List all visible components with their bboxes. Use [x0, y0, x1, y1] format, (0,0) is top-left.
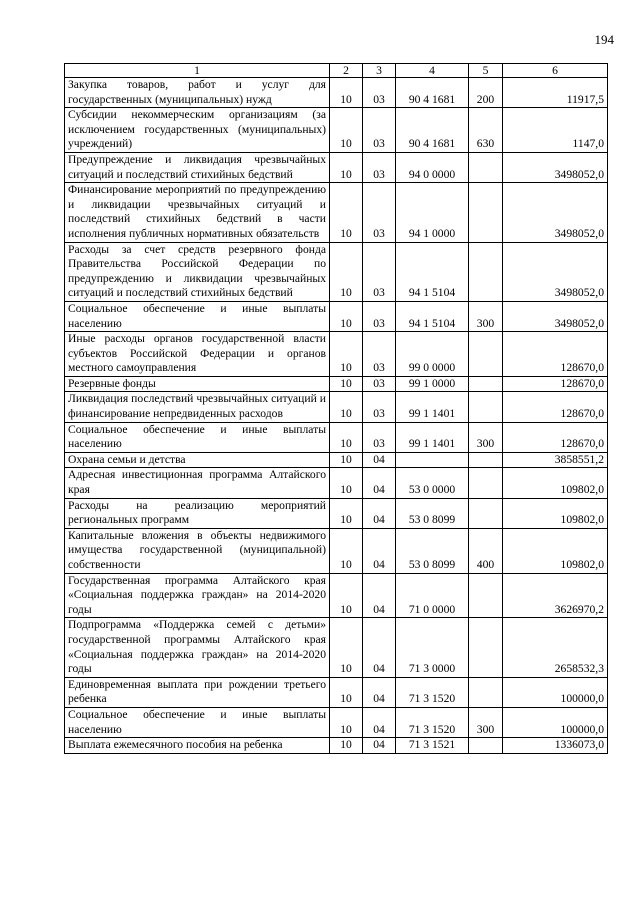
cell-amount: 1147,0 [503, 108, 608, 153]
cell-section: 10 [330, 468, 363, 498]
cell-expense-type: 300 [469, 707, 503, 737]
cell-name: Социальное обеспечение и иные выплаты населению [65, 301, 330, 331]
table-row [65, 738, 608, 754]
cell-expense-type [469, 242, 503, 301]
cell-name: Иные расходы органов государственной власти субъектов Российской Федерации и органов местного самоуправления [65, 332, 330, 377]
budget-table [64, 63, 608, 754]
cell-expense-type [469, 183, 503, 242]
cell-target-article: 53 0 8099 [396, 528, 469, 573]
cell-subsection: 03 [363, 242, 396, 301]
cell-expense-type [469, 392, 503, 422]
cell-expense-type [469, 452, 503, 468]
cell-expense-type [469, 738, 503, 754]
cell-expense-type [469, 618, 503, 677]
cell-name: Подпрограмма «Поддержка семей с детьми» государственной программы Алтайского края «Социальная поддержка граждан» на 2014-2020 годы [65, 618, 330, 677]
cell-amount: 100000,0 [503, 677, 608, 707]
cell-subsection: 03 [363, 183, 396, 242]
cell-subsection: 04 [363, 707, 396, 737]
cell-name: Резервные фонды [65, 376, 330, 392]
cell-amount: 11917,5 [503, 78, 608, 108]
header-cell-amount: 6 [503, 64, 608, 78]
cell-target-article: 53 0 8099 [396, 498, 469, 528]
cell-subsection: 03 [363, 301, 396, 331]
cell-section: 10 [330, 677, 363, 707]
cell-target-article: 94 0 0000 [396, 152, 469, 182]
cell-target-article: 71 3 1520 [396, 707, 469, 737]
cell-expense-type [469, 498, 503, 528]
cell-expense-type: 300 [469, 422, 503, 452]
table-row [65, 573, 608, 618]
cell-target-article: 99 1 1401 [396, 422, 469, 452]
cell-section: 10 [330, 376, 363, 392]
cell-amount: 3498052,0 [503, 152, 608, 182]
cell-section: 10 [330, 301, 363, 331]
cell-name: Расходы на реализацию мероприятий региональных программ [65, 498, 330, 528]
cell-subsection: 04 [363, 468, 396, 498]
cell-section: 10 [330, 332, 363, 377]
cell-name: Финансирование мероприятий по предупреждению и ликвидации чрезвычайных ситуаций и последствий стихийных бедствий в части исполнения публичных нормативных обязательств [65, 183, 330, 242]
cell-target-article: 71 3 1521 [396, 738, 469, 754]
cell-section: 10 [330, 78, 363, 108]
cell-name: Ликвидация последствий чрезвычайных ситуаций и финансирование непредвиденных расходов [65, 392, 330, 422]
cell-amount: 3498052,0 [503, 183, 608, 242]
cell-name: Выплата ежемесячного пособия на ребенка [65, 738, 330, 754]
cell-amount: 1336073,0 [503, 738, 608, 754]
cell-section: 10 [330, 618, 363, 677]
cell-subsection: 04 [363, 677, 396, 707]
cell-name: Капитальные вложения в объекты недвижимого имущества государственной (муниципальной) собственности [65, 528, 330, 573]
cell-section: 10 [330, 498, 363, 528]
cell-subsection: 03 [363, 108, 396, 153]
cell-expense-type: 300 [469, 301, 503, 331]
cell-subsection: 04 [363, 528, 396, 573]
cell-amount: 109802,0 [503, 528, 608, 573]
table-row [65, 707, 608, 737]
table-row [65, 677, 608, 707]
header-cell-target-article: 4 [396, 64, 469, 78]
cell-target-article [396, 452, 469, 468]
table-row [65, 528, 608, 573]
cell-expense-type: 400 [469, 528, 503, 573]
table-row [65, 452, 608, 468]
cell-subsection: 03 [363, 376, 396, 392]
table-row [65, 301, 608, 331]
cell-target-article: 90 4 1681 [396, 78, 469, 108]
cell-expense-type: 630 [469, 108, 503, 153]
table-row [65, 332, 608, 377]
cell-name: Социальное обеспечение и иные выплаты населению [65, 707, 330, 737]
cell-section: 10 [330, 707, 363, 737]
cell-amount: 3858551,2 [503, 452, 608, 468]
cell-amount: 3626970,2 [503, 573, 608, 618]
table-row [65, 108, 608, 153]
cell-name: Адресная инвестиционная программа Алтайского края [65, 468, 330, 498]
header-cell-expense-type: 5 [469, 64, 503, 78]
cell-target-article: 53 0 0000 [396, 468, 469, 498]
table-row [65, 392, 608, 422]
cell-section: 10 [330, 738, 363, 754]
cell-target-article: 94 1 5104 [396, 242, 469, 301]
cell-section: 10 [330, 452, 363, 468]
cell-name: Расходы за счет средств резервного фонда Правительства Российской Федерации по предупреждению и ликвидации чрезвычайных ситуаций и последствий стихийных бедствий [65, 242, 330, 301]
cell-subsection: 03 [363, 332, 396, 377]
cell-name: Государственная программа Алтайского края «Социальная поддержка граждан» на 2014-2020 годы [65, 573, 330, 618]
cell-name: Социальное обеспечение и иные выплаты населению [65, 422, 330, 452]
cell-target-article: 99 1 1401 [396, 392, 469, 422]
cell-subsection: 04 [363, 452, 396, 468]
cell-expense-type [469, 332, 503, 377]
cell-section: 10 [330, 108, 363, 153]
cell-amount: 128670,0 [503, 422, 608, 452]
cell-amount: 109802,0 [503, 498, 608, 528]
cell-amount: 128670,0 [503, 376, 608, 392]
table-row [65, 152, 608, 182]
cell-section: 10 [330, 183, 363, 242]
page-number: 194 [594, 32, 614, 47]
cell-subsection: 03 [363, 392, 396, 422]
table-row [65, 242, 608, 301]
cell-section: 10 [330, 392, 363, 422]
table-row [65, 376, 608, 392]
cell-target-article: 90 4 1681 [396, 108, 469, 153]
cell-subsection: 03 [363, 422, 396, 452]
cell-target-article: 71 0 0000 [396, 573, 469, 618]
cell-name: Охрана семьи и детства [65, 452, 330, 468]
cell-name: Закупка товаров, работ и услуг для государственных (муниципальных) нужд [65, 78, 330, 108]
cell-section: 10 [330, 573, 363, 618]
cell-target-article: 71 3 1520 [396, 677, 469, 707]
cell-subsection: 04 [363, 738, 396, 754]
cell-amount: 2658532,3 [503, 618, 608, 677]
table-row [65, 183, 608, 242]
cell-expense-type [469, 573, 503, 618]
header-cell-name: 1 [65, 64, 330, 78]
cell-expense-type [469, 152, 503, 182]
cell-amount: 109802,0 [503, 468, 608, 498]
cell-amount: 3498052,0 [503, 301, 608, 331]
cell-expense-type [469, 376, 503, 392]
cell-section: 10 [330, 152, 363, 182]
table-header-row [65, 64, 608, 78]
cell-amount: 128670,0 [503, 392, 608, 422]
cell-subsection: 03 [363, 78, 396, 108]
cell-expense-type: 200 [469, 78, 503, 108]
cell-name: Единовременная выплата при рождении третьего ребенка [65, 677, 330, 707]
table-row [65, 468, 608, 498]
cell-expense-type [469, 677, 503, 707]
cell-name: Предупреждение и ликвидация чрезвычайных ситуаций и последствий стихийных бедствий [65, 152, 330, 182]
cell-target-article: 71 3 0000 [396, 618, 469, 677]
cell-amount: 100000,0 [503, 707, 608, 737]
cell-target-article: 99 1 0000 [396, 376, 469, 392]
cell-section: 10 [330, 422, 363, 452]
table-row [65, 498, 608, 528]
cell-subsection: 04 [363, 498, 396, 528]
cell-target-article: 99 0 0000 [396, 332, 469, 377]
cell-target-article: 94 1 5104 [396, 301, 469, 331]
table-row [65, 618, 608, 677]
cell-section: 10 [330, 242, 363, 301]
table-row [65, 78, 608, 108]
cell-section: 10 [330, 528, 363, 573]
cell-name: Субсидии некоммерческим организациям (за исключением государственных (муниципальных) учреждений) [65, 108, 330, 153]
cell-expense-type [469, 468, 503, 498]
cell-target-article: 94 1 0000 [396, 183, 469, 242]
cell-subsection: 04 [363, 573, 396, 618]
cell-subsection: 03 [363, 152, 396, 182]
header-cell-subsection: 3 [363, 64, 396, 78]
cell-amount: 3498052,0 [503, 242, 608, 301]
cell-amount: 128670,0 [503, 332, 608, 377]
header-cell-section: 2 [330, 64, 363, 78]
table-row [65, 422, 608, 452]
cell-subsection: 04 [363, 618, 396, 677]
